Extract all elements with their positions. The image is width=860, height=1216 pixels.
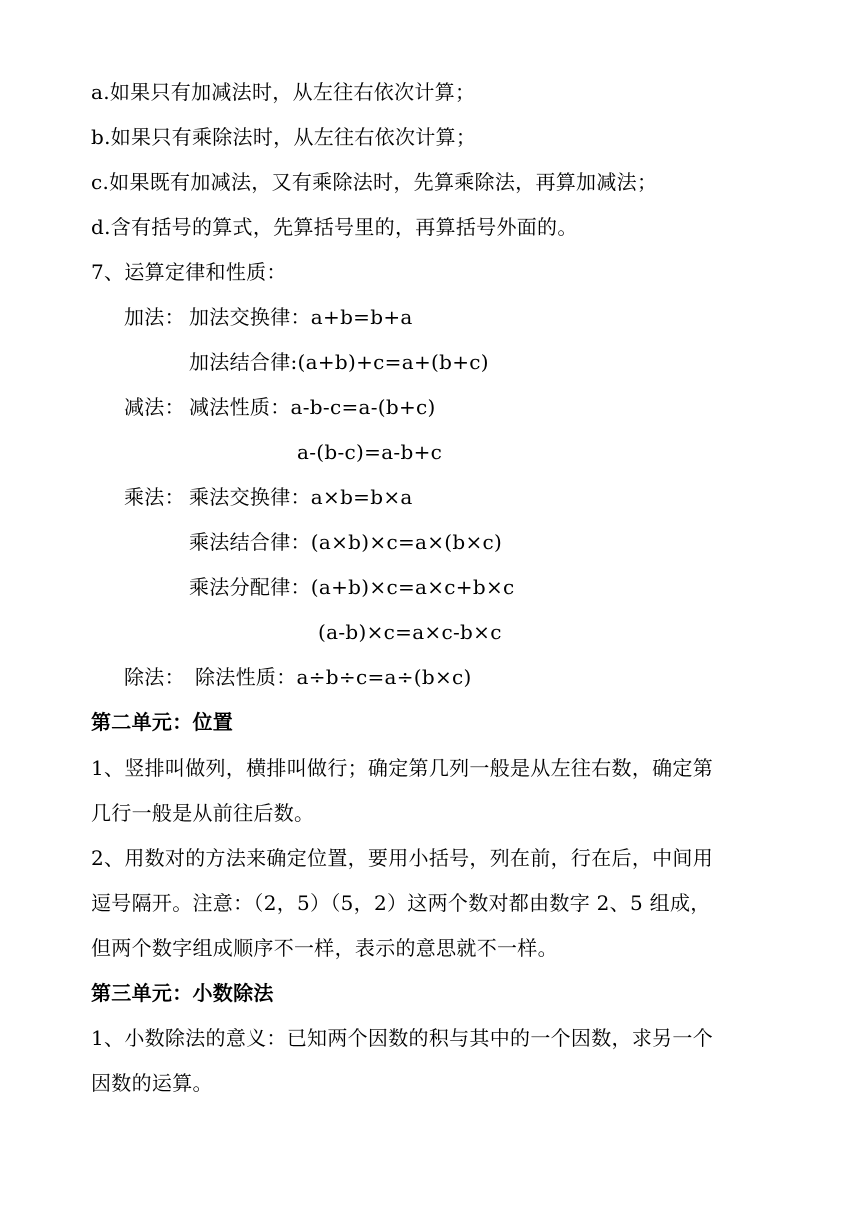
unit-2-p2-line1: 2、用数对的方法来确定位置，要用小括号，列在前，行在后，中间用: [91, 846, 714, 870]
rule-d: d.含有括号的算式，先算括号里的，再算括号外面的。: [91, 215, 578, 239]
subtraction-property-2: a-(b-c)=a-b+c: [297, 440, 443, 464]
rule-a: a.如果只有加减法时，从左往右依次计算；: [91, 80, 476, 104]
addition-commutative: 加法交换律：a+b=b+a: [189, 305, 413, 329]
multiplication-distributive: 乘法分配律：(a+b)×c=a×c+b×c: [189, 575, 515, 599]
unit-2-p2-line2: 逗号隔开。注意：（2，5）（5，2）这两个数对都由数字 2、5 组成，: [91, 891, 711, 915]
unit-3-p1-line1: 1、小数除法的意义：已知两个因数的积与其中的一个因数，求另一个: [91, 1026, 714, 1050]
addition-associative: 加法结合律:(a+b)+c=a+(b+c): [189, 350, 489, 374]
multiplication-label: 乘法：: [124, 485, 185, 509]
multiplication-commutative: 乘法交换律：a×b=b×a: [189, 485, 413, 509]
rule-c: c.如果既有加减法，又有乘除法时，先算乘除法，再算加减法；: [91, 170, 658, 194]
multiplication-associative: 乘法结合律：(a×b)×c=a×(b×c): [189, 530, 503, 554]
rule-b: b.如果只有乘除法时，从左往右依次计算；: [91, 125, 477, 149]
addition-label: 加法：: [124, 305, 185, 329]
unit-3-heading: 第三单元：小数除法: [91, 981, 274, 1005]
unit-2-heading: 第二单元：位置: [91, 710, 234, 734]
unit-2-p1-line1: 1、竖排叫做列，横排叫做行；确定第几列一般是从左往右数，确定第: [91, 756, 714, 780]
division-property: 除法性质：a÷b÷c=a÷(b×c): [195, 665, 472, 689]
unit-2-p1-line2: 几行一般是从前往后数。: [91, 801, 315, 825]
subtraction-property: 减法性质：a-b-c=a-(b+c): [189, 395, 436, 419]
section-7-title: 7、运算定律和性质：: [91, 260, 287, 284]
unit-2-p2-line3: 但两个数字组成顺序不一样，表示的意思就不一样。: [91, 936, 558, 960]
multiplication-distributive-2: (a-b)×c=a×c-b×c: [318, 620, 502, 644]
subtraction-label: 减法：: [124, 395, 185, 419]
division-label: 除法：: [124, 665, 185, 689]
unit-3-p1-line2: 因数的运算。: [91, 1071, 213, 1095]
